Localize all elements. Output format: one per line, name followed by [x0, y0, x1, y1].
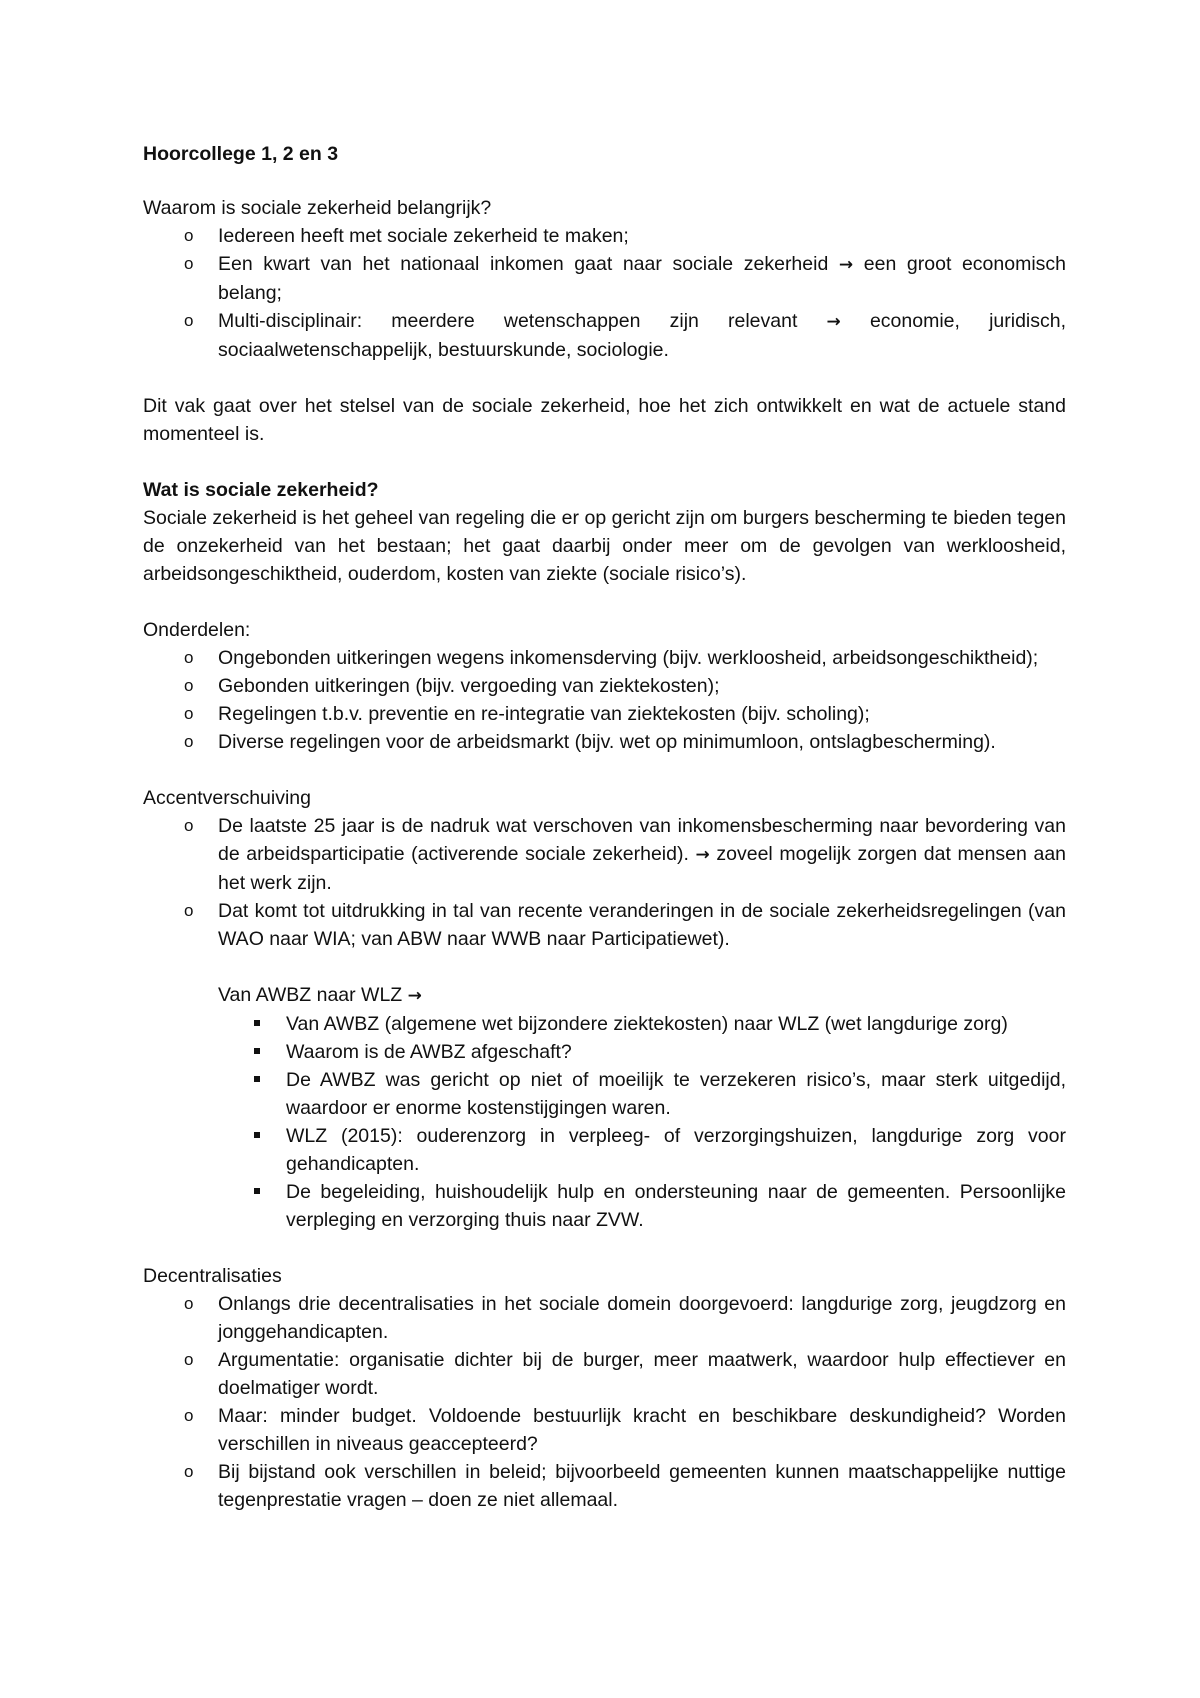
list-item: o Multi-disciplinair: meerdere wetenschappen zijn relevant → economie, juridisch, sociaalwetenschappelijk, bestuurskunde, sociologie. [143, 307, 1066, 364]
list-item: o Regelingen t.b.v. preventie en re-integratie van ziektekosten (bijv. scholing); [143, 700, 1066, 728]
onderdelen-heading: Onderdelen: [143, 619, 251, 641]
list-item: o De laatste 25 jaar is de nadruk wat verschoven van inkomensbescherming naar bevordering van de arbeidsparticipatie (activerende sociale zekerheid). → zoveel mogelijk zorgen dat mensen aan het werk zijn. [143, 812, 1066, 897]
list-item: Van AWBZ (algemene wet bijzondere ziektekosten) naar WLZ (wet langdurige zorg) [143, 1010, 1066, 1038]
definition-heading: Wat is sociale zekerheid? [143, 479, 379, 501]
list-item: De begeleiding, huishoudelijk hulp en ondersteuning naar de gemeenten. Persoonlijke verpleging en verzorging thuis naar ZVW. [143, 1178, 1066, 1234]
importance-list [143, 222, 1066, 364]
accent-list [143, 812, 1066, 953]
document-page [143, 140, 1066, 1514]
arrow-icon: → [407, 986, 422, 1006]
list-item: o Maar: minder budget. Voldoende bestuurlijk kracht en beschikbare deskundigheid? Worden verschillen in niveaus geaccepteerd? [143, 1402, 1066, 1458]
list-item: Waarom is de AWBZ afgeschaft? [143, 1038, 1066, 1066]
list-item: o Diverse regelingen voor de arbeidsmarkt (bijv. wet op minimumloon, ontslagbescherming). [143, 728, 1066, 756]
list-item: De AWBZ was gericht op niet of moeilijk te verzekeren risico’s, maar sterk uitgedijd, waardoor er enorme kostenstijgingen waren. [143, 1066, 1066, 1122]
onderdelen-list [143, 644, 1066, 756]
arrow-icon: → [838, 255, 854, 275]
list-item: o Dat komt tot uitdrukking in tal van recente veranderingen in de sociale zekerheidsregelingen (van WAO naar WIA; van ABW naar WWB naar Participatiewet). [143, 897, 1066, 953]
decentralisaties-list [143, 1290, 1066, 1514]
importance-question: Waarom is sociale zekerheid belangrijk? [143, 197, 492, 219]
list-item: o Gebonden uitkeringen (bijv. vergoeding van ziektekosten); [143, 672, 1066, 700]
decentralisaties-heading: Decentralisaties [143, 1265, 282, 1287]
list-item: o Een kwart van het nationaal inkomen gaat naar sociale zekerheid → een groot economisch belang; [143, 250, 1066, 307]
arrow-icon: → [826, 312, 841, 332]
arrow-icon: → [695, 845, 710, 865]
accent-heading: Accentverschuiving [143, 787, 311, 809]
definition-text: Sociale zekerheid is het geheel van regeling die er op gericht zijn om burgers bescherming te bieden tegen de onzekerheid van het bestaan; het gaat daarbij onder meer om de gevolgen van werkloosheid, arbeidsongeschiktheid, ouderdom, kosten van ziekte (sociale risico’s). [143, 507, 1066, 585]
list-item: o Ongebonden uitkeringen wegens inkomensderving (bijv. werkloosheid, arbeidsongeschiktheid); [143, 644, 1066, 672]
list-item: WLZ (2015): ouderenzorg in verpleeg- of verzorgingshuizen, langdurige zorg voor gehandicapten. [143, 1122, 1066, 1178]
list-item: o Argumentatie: organisatie dichter bij de burger, meer maatwerk, waardoor hulp effectiever en doelmatiger wordt. [143, 1346, 1066, 1402]
awbz-subheading: Van AWBZ naar WLZ → [218, 984, 422, 1006]
intro-paragraph: Dit vak gaat over het stelsel van de sociale zekerheid, hoe het zich ontwikkelt en wat de actuele stand momenteel is. [143, 395, 1066, 445]
page-title: Hoorcollege 1, 2 en 3 [143, 143, 339, 165]
awbz-list [143, 1010, 1066, 1234]
list-item: o Iedereen heeft met sociale zekerheid te maken; [143, 222, 1066, 250]
list-item: o Onlangs drie decentralisaties in het sociale domein doorgevoerd: langdurige zorg, jeugdzorg en jonggehandicapten. [143, 1290, 1066, 1346]
list-item: o Bij bijstand ook verschillen in beleid; bijvoorbeeld gemeenten kunnen maatschappelijke nuttige tegenprestatie vragen – doen ze niet allemaal. [143, 1458, 1066, 1514]
